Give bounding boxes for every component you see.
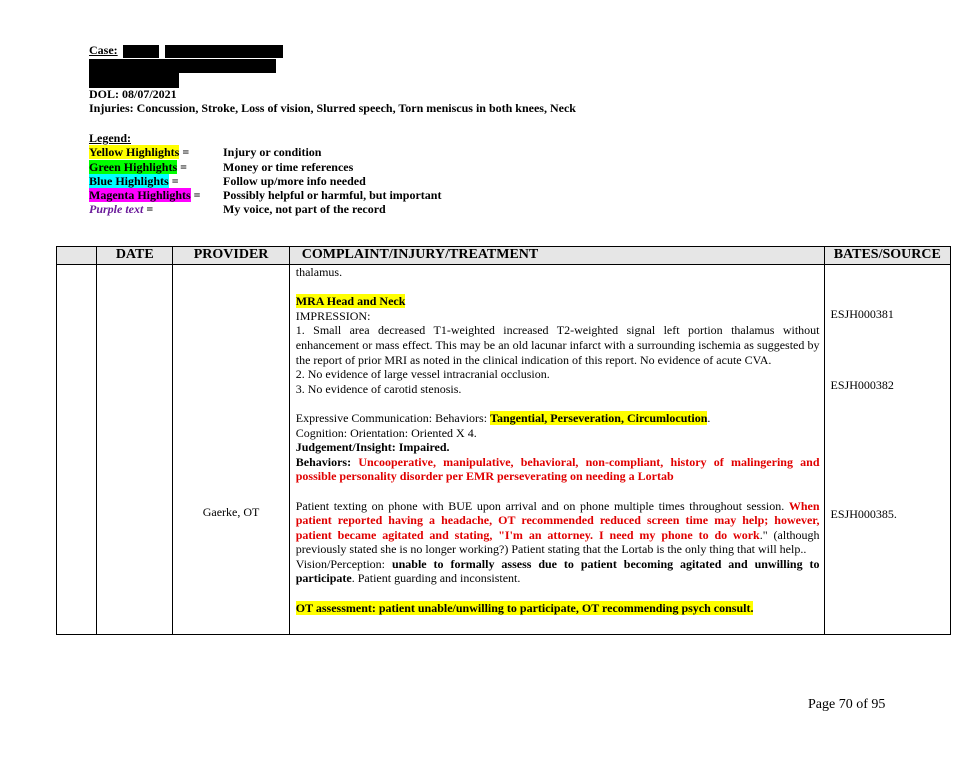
legend-desc: Follow up/more info needed bbox=[223, 173, 366, 188]
texting-tail: ." (although previously stated she is no longer working?) Patient stating that the Lortab is the only thing that will help.. bbox=[295, 527, 820, 557]
vision-line bbox=[296, 557, 820, 586]
legend-desc: Money or time references bbox=[223, 159, 354, 174]
judgement-line: Judgement/Insight: Impaired. bbox=[295, 440, 450, 455]
records-table bbox=[56, 246, 951, 635]
redaction-block bbox=[89, 73, 179, 88]
col-header-blank bbox=[57, 247, 97, 265]
impression-item-2: 2. No evidence of large vessel intracranial occlusion. bbox=[295, 367, 550, 382]
legend-desc: Possibly helpful or harmful, but important bbox=[223, 188, 442, 203]
cell-blank bbox=[57, 265, 97, 635]
legend-desc: Injury or condition bbox=[223, 145, 322, 160]
text-thalamus: thalamus. bbox=[295, 265, 343, 279]
legend-eq: = bbox=[143, 202, 154, 217]
case-header bbox=[89, 43, 709, 115]
injuries-line: Injuries: Concussion, Stroke, Loss of vision, Slurred speech, Torn meniscus in both knees, Neck bbox=[89, 101, 576, 115]
legend-item-magenta bbox=[89, 188, 441, 202]
vision-bold: unable to formally assess due to patient becoming agitated and unwilling to participate bbox=[295, 556, 820, 586]
legend-key: Yellow Highlights bbox=[89, 145, 180, 160]
ot-assessment: OT assessment: patient unable/unwilling to participate, OT recommending psych consult. bbox=[295, 600, 754, 615]
legend-key: Purple text bbox=[89, 202, 144, 217]
expressive-line bbox=[296, 411, 820, 426]
redaction-line bbox=[89, 58, 709, 72]
cognition-line: Cognition: Orientation: Oriented X 4. bbox=[295, 425, 477, 440]
texting-paragraph bbox=[296, 499, 820, 557]
dol-line: DOL: 08/07/2021 bbox=[89, 87, 177, 101]
legend-desc: My voice, not part of the record bbox=[223, 202, 386, 217]
case-label: Case: bbox=[89, 43, 118, 57]
legend-title: Legend: bbox=[89, 131, 131, 145]
cell-provider bbox=[173, 265, 289, 635]
legend-item-yellow bbox=[89, 145, 441, 159]
redaction-block bbox=[123, 45, 159, 58]
col-header-bates: BATES/SOURCE bbox=[824, 247, 950, 265]
legend bbox=[89, 131, 441, 217]
texting-plain: Patient texting on phone with BUE upon arrival and on phone multiple times throughout session. bbox=[295, 498, 789, 513]
impression-item-3: 3. No evidence of carotid stenosis. bbox=[295, 381, 462, 396]
case-line bbox=[89, 43, 709, 58]
redaction-block bbox=[165, 45, 283, 58]
redaction-line bbox=[89, 72, 709, 87]
table-header-row bbox=[57, 247, 951, 265]
cell-complaint bbox=[289, 265, 824, 635]
cell-date bbox=[97, 265, 173, 635]
behaviors-text: Uncooperative, manipulative, behavioral, non-compliant, history of malingering and possible personality disorder per EMR perseverating on needing a Lortab bbox=[295, 454, 820, 484]
legend-item-green bbox=[89, 160, 441, 174]
mra-title: MRA Head and Neck bbox=[295, 294, 406, 309]
vision-prefix: Vision/Perception: bbox=[295, 556, 392, 571]
legend-item-blue bbox=[89, 174, 441, 188]
legend-key: Blue Highlights bbox=[89, 173, 169, 188]
provider-name: Gaerke, OT bbox=[202, 505, 260, 519]
legend-key: Green Highlights bbox=[89, 159, 178, 174]
impression-label: IMPRESSION: bbox=[295, 308, 371, 323]
bates-ref: ESJH000385. bbox=[830, 507, 897, 521]
legend-eq: = bbox=[168, 173, 179, 188]
legend-eq: = bbox=[179, 145, 190, 160]
col-header-complaint: COMPLAINT/INJURY/TREATMENT bbox=[289, 247, 824, 265]
vision-suffix: . Patient guarding and inconsistent. bbox=[351, 571, 521, 586]
legend-eq: = bbox=[177, 159, 187, 174]
col-header-provider: PROVIDER bbox=[173, 247, 289, 265]
legend-key: Magenta Highlights bbox=[89, 188, 191, 203]
texting-red: When patient reported having a headache, OT recommended reduced screen time may help; however, patient became agitated and stating, "I'm an attorney. I need my phone to do work bbox=[295, 498, 820, 542]
cell-bates bbox=[824, 265, 950, 635]
expressive-suffix: . bbox=[707, 410, 711, 425]
expressive-prefix: Expressive Communication: Behaviors: bbox=[295, 410, 491, 425]
behaviors-label: Behaviors: bbox=[295, 454, 359, 469]
expressive-highlight: Tangential, Perseveration, Circumlocution bbox=[490, 410, 708, 425]
page-number: Page 70 of 95 bbox=[808, 697, 886, 712]
bates-ref: ESJH000381 bbox=[830, 307, 894, 321]
legend-item-purple bbox=[89, 202, 441, 216]
impression-item-1: 1. Small area decreased T1-weighted increased T2-weighted signal left portion thalamus without enhancement or mass effect. This may be an old lacunar infarct with a surrounding ischemia as suggested by the report of prior MRI as noted in the clinical indication of this report. No evidence of acute CVA. bbox=[295, 323, 820, 367]
bates-ref: ESJH000382 bbox=[830, 378, 894, 392]
behaviors-line bbox=[296, 455, 820, 484]
col-header-date: DATE bbox=[97, 247, 173, 265]
table-row bbox=[57, 265, 951, 635]
legend-eq: = bbox=[190, 188, 201, 203]
